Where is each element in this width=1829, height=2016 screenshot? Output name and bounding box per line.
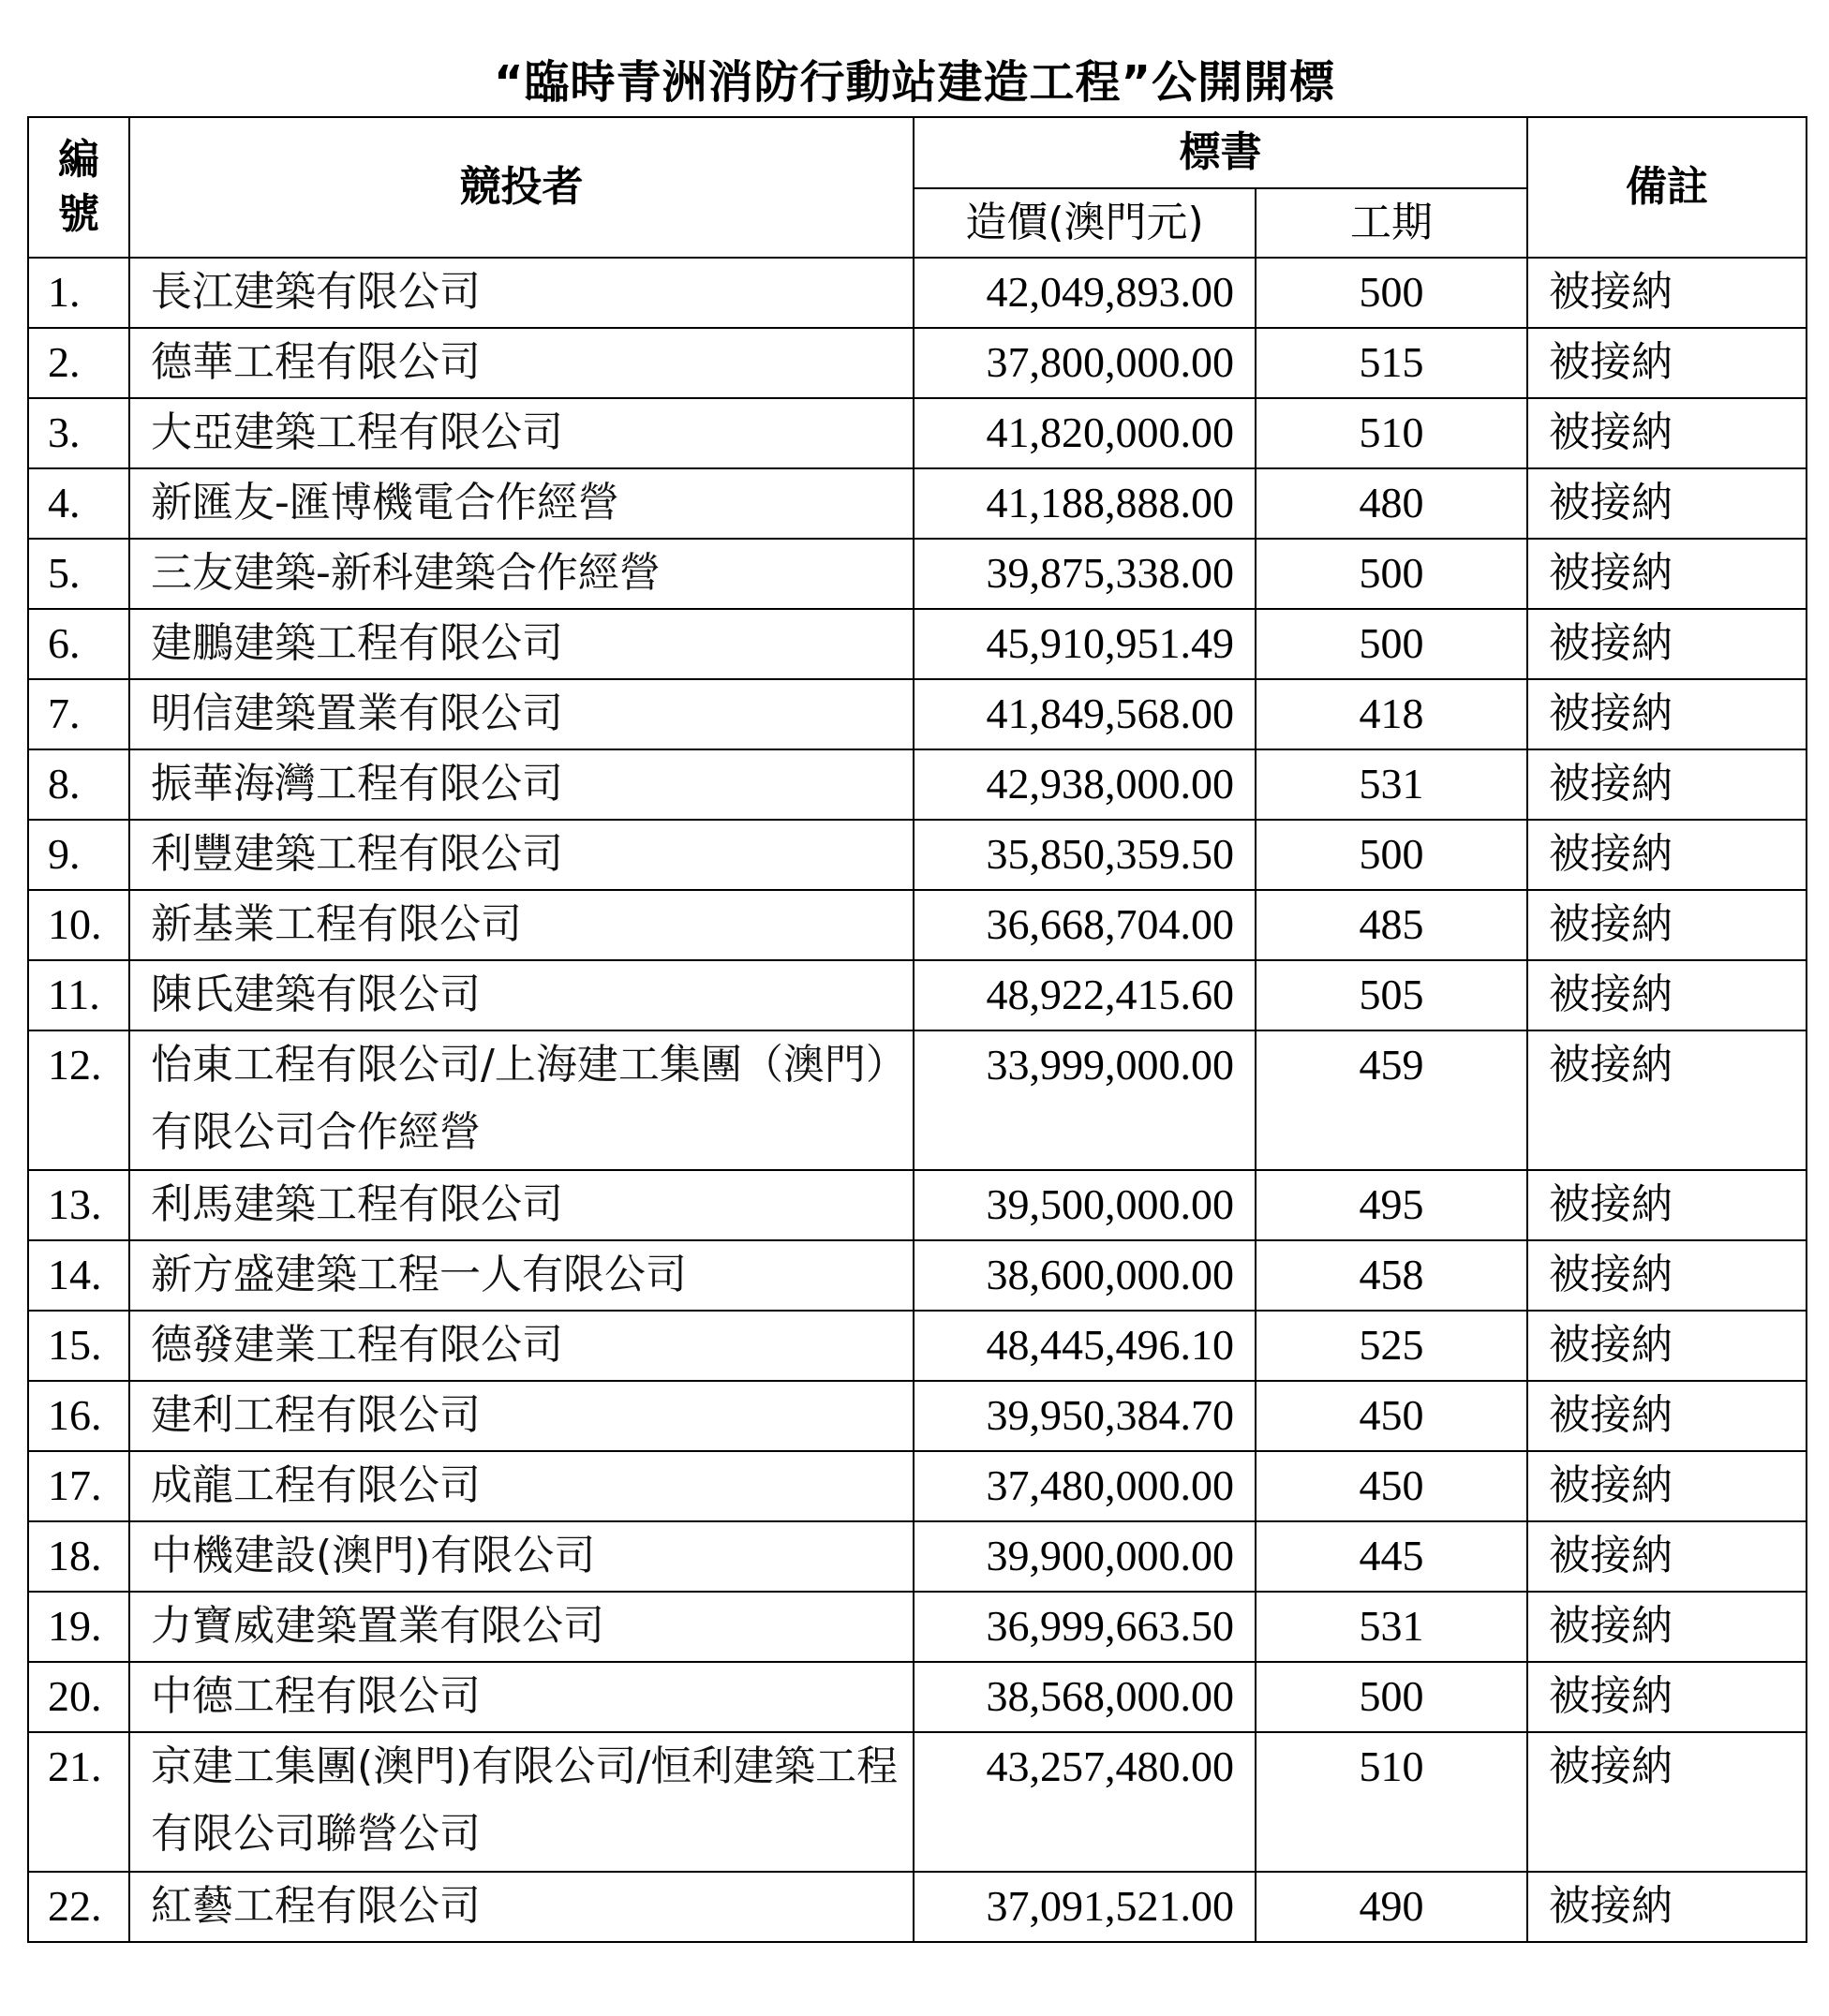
row-remark: 被接納 [1527, 1311, 1807, 1381]
row-remark: 被接納 [1527, 960, 1807, 1030]
row-price: 41,820,000.00 [914, 398, 1256, 468]
row-number: 8. [28, 749, 129, 820]
table-row [28, 1732, 1807, 1872]
row-price: 45,910,951.49 [914, 609, 1256, 679]
row-bidder: 陳氏建築有限公司 [129, 960, 914, 1030]
table-row [28, 960, 1807, 1030]
row-price: 37,800,000.00 [914, 328, 1256, 398]
row-price: 39,500,000.00 [914, 1170, 1256, 1240]
row-price: 33,999,000.00 [914, 1030, 1256, 1170]
row-number: 15. [28, 1311, 129, 1381]
row-bidder: 成龍工程有限公司 [129, 1451, 914, 1521]
row-number: 17. [28, 1451, 129, 1521]
row-bidder: 三友建築-新科建築合作經營 [129, 539, 914, 609]
row-number: 6. [28, 609, 129, 679]
row-price: 41,849,568.00 [914, 679, 1256, 749]
table-row [28, 1381, 1807, 1451]
table-row [28, 679, 1807, 749]
row-bidder: 利馬建築工程有限公司 [129, 1170, 914, 1240]
row-duration: 418 [1256, 679, 1527, 749]
row-duration: 500 [1256, 539, 1527, 609]
row-remark: 被接納 [1527, 1170, 1807, 1240]
row-duration: 450 [1256, 1381, 1527, 1451]
row-price: 36,999,663.50 [914, 1592, 1256, 1662]
row-number: 22. [28, 1872, 129, 1942]
row-price: 48,445,496.10 [914, 1311, 1256, 1381]
row-remark: 被接納 [1527, 1872, 1807, 1942]
row-bidder: 德華工程有限公司 [129, 328, 914, 398]
row-price: 38,568,000.00 [914, 1662, 1256, 1732]
row-duration: 500 [1256, 258, 1527, 328]
row-number: 18. [28, 1521, 129, 1592]
row-duration: 510 [1256, 1732, 1527, 1872]
row-price: 39,900,000.00 [914, 1521, 1256, 1592]
row-bidder: 振華海灣工程有限公司 [129, 749, 914, 820]
row-remark: 被接納 [1527, 468, 1807, 539]
header-number-line2: 號 [58, 190, 99, 238]
row-duration: 495 [1256, 1170, 1527, 1240]
row-bidder: 京建工集團(澳門)有限公司/恒利建築工程有限公司聯營公司 [129, 1732, 914, 1872]
row-bidder: 怡東工程有限公司/上海建工集團（澳門）有限公司合作經營 [129, 1030, 914, 1170]
row-remark: 被接納 [1527, 820, 1807, 890]
row-bidder: 長江建築有限公司 [129, 258, 914, 328]
table-row [28, 539, 1807, 609]
row-duration: 490 [1256, 1872, 1527, 1942]
row-bidder: 新基業工程有限公司 [129, 890, 914, 960]
row-price: 42,938,000.00 [914, 749, 1256, 820]
header-tender: 標書 [914, 117, 1527, 188]
row-duration: 500 [1256, 1662, 1527, 1732]
row-number: 5. [28, 539, 129, 609]
row-bidder: 新方盛建築工程一人有限公司 [129, 1240, 914, 1311]
row-remark: 被接納 [1527, 609, 1807, 679]
row-duration: 500 [1256, 609, 1527, 679]
row-number: 19. [28, 1592, 129, 1662]
row-duration: 505 [1256, 960, 1527, 1030]
row-number: 1. [28, 258, 129, 328]
table-row [28, 1592, 1807, 1662]
row-price: 39,950,384.70 [914, 1381, 1256, 1451]
table-row [28, 1662, 1807, 1732]
row-remark: 被接納 [1527, 1451, 1807, 1521]
header-price: 造價(澳門元) [914, 188, 1256, 258]
row-number: 16. [28, 1381, 129, 1451]
row-number: 13. [28, 1170, 129, 1240]
row-remark: 被接納 [1527, 1030, 1807, 1170]
row-duration: 515 [1256, 328, 1527, 398]
table-row [28, 1872, 1807, 1942]
row-number: 20. [28, 1662, 129, 1732]
table-row [28, 398, 1807, 468]
row-bidder: 建利工程有限公司 [129, 1381, 914, 1451]
table-row [28, 1170, 1807, 1240]
row-duration: 485 [1256, 890, 1527, 960]
row-number: 14. [28, 1240, 129, 1311]
row-bidder: 明信建築置業有限公司 [129, 679, 914, 749]
header-number [28, 117, 129, 258]
row-price: 41,188,888.00 [914, 468, 1256, 539]
row-duration: 480 [1256, 468, 1527, 539]
row-number: 12. [28, 1030, 129, 1170]
row-bidder: 中德工程有限公司 [129, 1662, 914, 1732]
row-number: 11. [28, 960, 129, 1030]
row-remark: 被接納 [1527, 539, 1807, 609]
header-bidder: 競投者 [129, 117, 914, 258]
row-duration: 531 [1256, 749, 1527, 820]
table-row [28, 1240, 1807, 1311]
row-bidder: 利豐建築工程有限公司 [129, 820, 914, 890]
row-bidder: 中機建設(澳門)有限公司 [129, 1521, 914, 1592]
row-duration: 459 [1256, 1030, 1527, 1170]
document-title: “臨時青洲消防行動站建造工程”公開開標 [493, 56, 1336, 109]
row-remark: 被接納 [1527, 1240, 1807, 1311]
table-row [28, 1030, 1807, 1170]
row-remark: 被接納 [1527, 1732, 1807, 1872]
table-row [28, 749, 1807, 820]
row-price: 42,049,893.00 [914, 258, 1256, 328]
row-number: 3. [28, 398, 129, 468]
table-row [28, 820, 1807, 890]
table-row [28, 1521, 1807, 1592]
row-bidder: 大亞建築工程有限公司 [129, 398, 914, 468]
row-duration: 525 [1256, 1311, 1527, 1381]
row-number: 9. [28, 820, 129, 890]
bids-table [27, 116, 1807, 1943]
row-remark: 被接納 [1527, 890, 1807, 960]
row-bidder: 紅藝工程有限公司 [129, 1872, 914, 1942]
table-row [28, 609, 1807, 679]
row-price: 43,257,480.00 [914, 1732, 1256, 1872]
row-duration: 500 [1256, 820, 1527, 890]
header-number-line1: 編 [58, 136, 99, 184]
row-remark: 被接納 [1527, 1521, 1807, 1592]
row-number: 2. [28, 328, 129, 398]
row-price: 37,480,000.00 [914, 1451, 1256, 1521]
row-remark: 被接納 [1527, 328, 1807, 398]
row-remark: 被接納 [1527, 1592, 1807, 1662]
row-duration: 458 [1256, 1240, 1527, 1311]
row-duration: 510 [1256, 398, 1527, 468]
row-price: 39,875,338.00 [914, 539, 1256, 609]
row-price: 36,668,704.00 [914, 890, 1256, 960]
row-number: 4. [28, 468, 129, 539]
row-number: 7. [28, 679, 129, 749]
header-duration: 工期 [1256, 188, 1527, 258]
row-remark: 被接納 [1527, 398, 1807, 468]
row-remark: 被接納 [1527, 679, 1807, 749]
row-price: 37,091,521.00 [914, 1872, 1256, 1942]
row-bidder: 新匯友-匯博機電合作經營 [129, 468, 914, 539]
row-remark: 被接納 [1527, 258, 1807, 328]
table-row [28, 1311, 1807, 1381]
row-remark: 被接納 [1527, 1662, 1807, 1732]
row-remark: 被接納 [1527, 1381, 1807, 1451]
row-price: 38,600,000.00 [914, 1240, 1256, 1311]
row-bidder: 德發建業工程有限公司 [129, 1311, 914, 1381]
table-row [28, 328, 1807, 398]
table-row [28, 258, 1807, 328]
table-row [28, 890, 1807, 960]
row-number: 21. [28, 1732, 129, 1872]
row-duration: 531 [1256, 1592, 1527, 1662]
row-bidder: 力寶威建築置業有限公司 [129, 1592, 914, 1662]
row-remark: 被接納 [1527, 749, 1807, 820]
row-price: 35,850,359.50 [914, 820, 1256, 890]
header-remarks: 備註 [1527, 117, 1807, 258]
row-bidder: 建鵬建築工程有限公司 [129, 609, 914, 679]
row-duration: 450 [1256, 1451, 1527, 1521]
table-row [28, 468, 1807, 539]
row-duration: 445 [1256, 1521, 1527, 1592]
row-price: 48,922,415.60 [914, 960, 1256, 1030]
table-row [28, 1451, 1807, 1521]
row-number: 10. [28, 890, 129, 960]
